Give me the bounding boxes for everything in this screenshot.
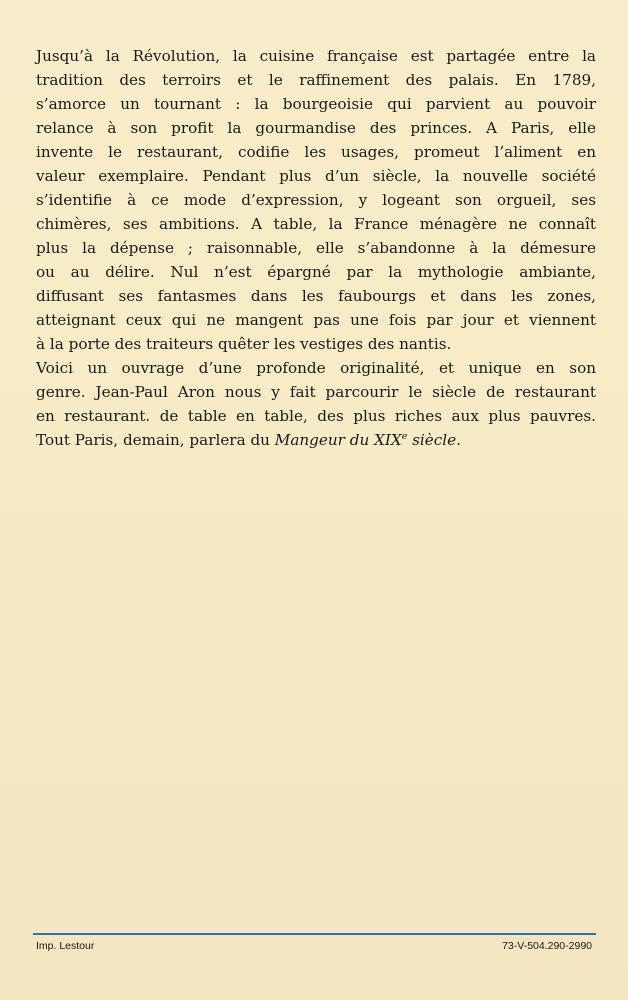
text-line: valeur exemplaire. Pendant plus d’un siècle, la nouvelle société <box>36 167 596 185</box>
text-line: chimères, ses ambitions. A table, la France ménagère ne connaît <box>36 215 596 233</box>
text-line-final <box>36 428 596 452</box>
text-line: genre. Jean-Paul Aron nous y fait parcourir le siècle de restaurant <box>36 383 596 401</box>
footer-rule <box>33 933 596 935</box>
text-line: Voici un ouvrage d’une profonde originalité, et unique en son <box>36 359 596 377</box>
text-line: tradition des terroirs et le raffinement des palais. En 1789, <box>36 71 596 89</box>
blurb-text <box>36 44 596 452</box>
final-line-prefix: Tout Paris, demain, parlera du <box>36 431 275 449</box>
book-title-superscript: e <box>401 430 408 442</box>
printer-credit: Imp. Lestour <box>36 940 95 952</box>
final-line-suffix: . <box>456 431 461 449</box>
text-line: ou au délire. Nul n’est épargné par la mythologie ambiante, <box>36 263 596 281</box>
text-line: atteignant ceux qui ne mangent pas une fois par jour et viennent <box>36 311 596 329</box>
text-line: relance à son profit la gourmandise des princes. A Paris, elle <box>36 119 596 137</box>
text-line: s’identifie à ce mode d’expression, y logeant son orgueil, ses <box>36 191 596 209</box>
text-line: Jusqu’à la Révolution, la cuisine française est partagée entre la <box>36 47 596 65</box>
text-line: s’amorce un tournant : la bourgeoisie qui parvient au pouvoir <box>36 95 596 113</box>
book-title-main: Mangeur du XIX <box>274 431 402 449</box>
text-line: plus la dépense ; raisonnable, elle s’abandonne à la démesure <box>36 239 596 257</box>
text-line: diffusant ses fantasmes dans les faubourgs et dans les zones, <box>36 287 596 305</box>
book-title <box>275 431 456 449</box>
text-line: invente le restaurant, codifie les usages, promeut l’aliment en <box>36 143 596 161</box>
text-line: à la porte des traiteurs quêter les vestiges des nantis. <box>36 335 452 353</box>
catalog-code: 73-V-504.290-2990 <box>502 940 592 952</box>
text-line: en restaurant. de table en table, des plus riches aux plus pauvres. <box>36 407 596 425</box>
blurb-paragraph-2 <box>36 356 596 452</box>
book-title-end: siècle <box>407 431 457 449</box>
blurb-paragraph-1 <box>36 44 596 356</box>
